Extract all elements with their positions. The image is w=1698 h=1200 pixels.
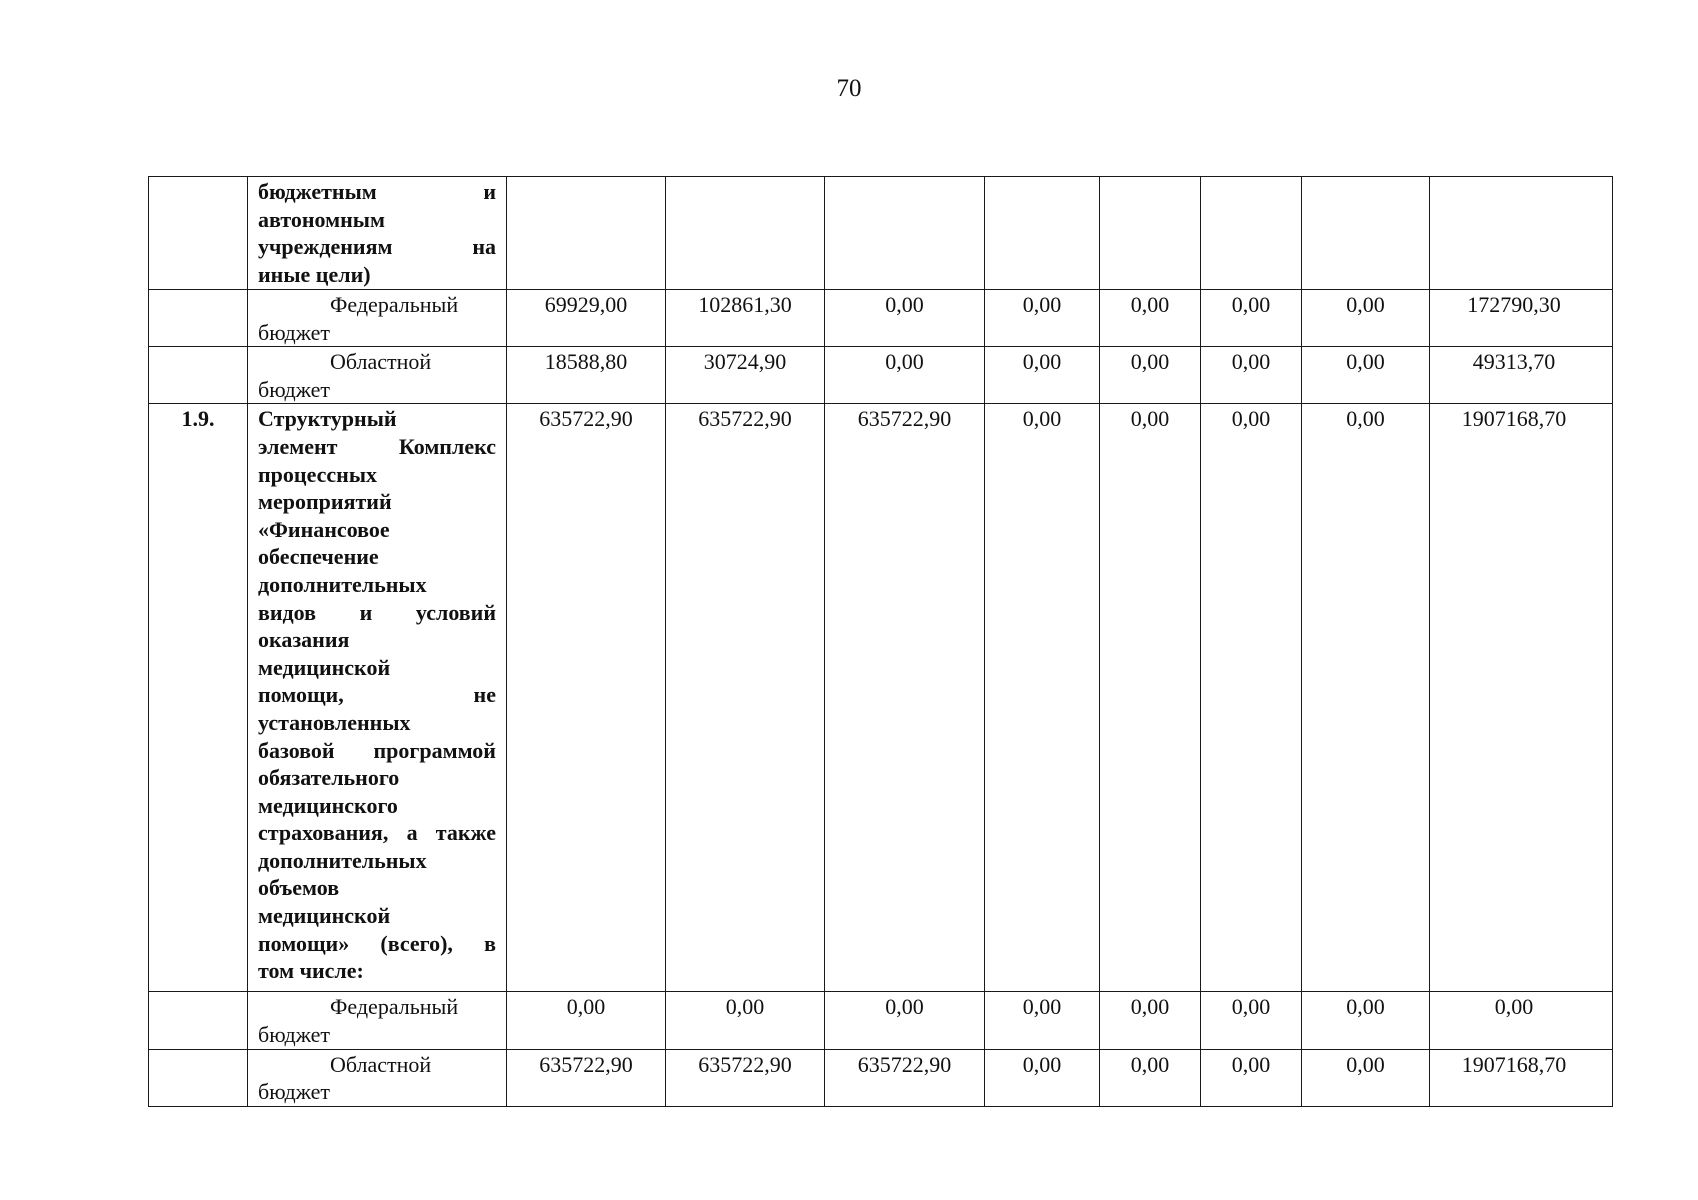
row-name-label-continuation: бюджет — [258, 1079, 330, 1105]
row-total-cell: 1907168,70 — [1430, 404, 1613, 992]
row-name-line: учреждениям на — [258, 234, 496, 260]
row-name-line: обеспечение — [258, 544, 379, 570]
row-value-cell: 30724,90 — [666, 347, 825, 404]
row-value-cell: 0,00 — [1201, 347, 1302, 404]
row-name-line: медицинского — [258, 792, 398, 818]
row-name-cell — [248, 347, 507, 404]
row-value-cell: 0,00 — [1302, 1049, 1430, 1106]
row-name-line: медицинской — [258, 903, 391, 929]
row-value-cell: 0,00 — [985, 290, 1100, 347]
table-row — [149, 1049, 1613, 1106]
row-total-cell: 49313,70 — [1430, 347, 1613, 404]
row-value-cell: 0,00 — [1100, 1049, 1201, 1106]
row-index-cell — [149, 992, 248, 1049]
row-value-cell: 0,00 — [1100, 404, 1201, 992]
row-value-cell: 0,00 — [985, 347, 1100, 404]
row-value-cell: 69929,00 — [507, 290, 666, 347]
row-name-line: «Финансовое — [258, 516, 390, 542]
row-name-line: Структурный — [258, 406, 397, 432]
row-value-cell: 102861,30 — [666, 290, 825, 347]
row-name-line: медицинской — [258, 654, 391, 680]
row-index-cell — [149, 177, 248, 290]
table-row — [149, 404, 1613, 992]
table-row — [149, 290, 1613, 347]
row-value-cell: 635722,90 — [825, 1049, 985, 1106]
row-value-cell: 0,00 — [1302, 992, 1430, 1049]
row-value-cell: 635722,90 — [507, 1049, 666, 1106]
row-value-cell: 635722,90 — [507, 404, 666, 992]
row-total-cell — [1430, 177, 1613, 290]
row-total-cell: 172790,30 — [1430, 290, 1613, 347]
row-name-cell — [248, 992, 507, 1049]
row-name-line: базовой программой — [258, 737, 496, 763]
row-name-line: иные цели) — [258, 261, 371, 287]
row-value-cell: 0,00 — [1302, 347, 1430, 404]
row-name-label-continuation: бюджет — [258, 319, 330, 345]
row-value-cell — [985, 177, 1100, 290]
row-index-cell — [149, 1049, 248, 1106]
row-name-line: обязательного — [258, 765, 400, 791]
row-name-label-continuation: бюджет — [258, 1021, 330, 1047]
row-index-cell — [149, 290, 248, 347]
row-value-cell: 0,00 — [1201, 992, 1302, 1049]
row-name-label-continuation: бюджет — [258, 376, 330, 402]
row-value-cell — [666, 177, 825, 290]
row-value-cell — [507, 177, 666, 290]
row-index-cell: 1.9. — [149, 404, 248, 992]
row-value-cell — [1201, 177, 1302, 290]
row-name-line: автономным — [258, 206, 385, 232]
table-row — [149, 177, 1613, 290]
row-name-line: бюджетным и — [258, 179, 496, 204]
row-value-cell: 0,00 — [1100, 347, 1201, 404]
row-value-cell: 0,00 — [825, 347, 985, 404]
table-row — [149, 992, 1613, 1049]
row-name-line: том числе: — [258, 958, 364, 984]
row-name-line: дополнительных — [258, 571, 427, 597]
row-name-line: дополнительных — [258, 847, 427, 873]
table-body — [149, 177, 1613, 1107]
row-name-label: Областной — [330, 349, 432, 375]
row-name-line: процессных — [258, 461, 378, 487]
row-name-line: оказания — [258, 627, 350, 653]
row-value-cell: 0,00 — [1100, 992, 1201, 1049]
row-name-cell — [248, 177, 507, 290]
row-value-cell: 0,00 — [985, 404, 1100, 992]
row-name-line: помощи» (всего), в — [258, 930, 496, 956]
row-name-label: Областной — [330, 1051, 432, 1077]
row-name-line: элемент Комплекс — [258, 433, 496, 459]
row-name-cell — [248, 1049, 507, 1106]
row-value-cell: 0,00 — [507, 992, 666, 1049]
row-value-cell: 0,00 — [1201, 404, 1302, 992]
row-value-cell: 635722,90 — [666, 404, 825, 992]
budget-table — [148, 176, 1613, 1107]
row-value-cell — [825, 177, 985, 290]
row-value-cell — [1100, 177, 1201, 290]
row-value-cell: 0,00 — [666, 992, 825, 1049]
row-index-cell — [149, 347, 248, 404]
row-name-line: видов и условий — [258, 599, 496, 625]
row-value-cell: 0,00 — [825, 290, 985, 347]
row-name-label: Федеральный — [330, 994, 459, 1020]
row-name-line: помощи, не — [258, 682, 496, 708]
page-number: 70 — [836, 75, 862, 102]
row-total-cell: 1907168,70 — [1430, 1049, 1613, 1106]
row-value-cell: 635722,90 — [825, 404, 985, 992]
row-value-cell: 0,00 — [1302, 290, 1430, 347]
row-value-cell: 0,00 — [985, 1049, 1100, 1106]
row-name-line: страхования, а также — [258, 820, 496, 846]
row-name-label: Федеральный — [330, 292, 459, 317]
row-name-line: установленных — [258, 709, 411, 735]
row-value-cell — [1302, 177, 1430, 290]
row-name-cell — [248, 290, 507, 347]
row-name-line: мероприятий — [258, 489, 392, 515]
row-value-cell: 0,00 — [1201, 290, 1302, 347]
row-value-cell: 0,00 — [825, 992, 985, 1049]
row-value-cell: 0,00 — [1100, 290, 1201, 347]
table-row — [149, 347, 1613, 404]
row-value-cell: 0,00 — [985, 992, 1100, 1049]
row-value-cell: 0,00 — [1302, 404, 1430, 992]
row-name-cell — [248, 404, 507, 992]
row-name-line: объемов — [258, 875, 340, 901]
row-total-cell: 0,00 — [1430, 992, 1613, 1049]
row-value-cell: 635722,90 — [666, 1049, 825, 1106]
row-value-cell: 18588,80 — [507, 347, 666, 404]
row-value-cell: 0,00 — [1201, 1049, 1302, 1106]
